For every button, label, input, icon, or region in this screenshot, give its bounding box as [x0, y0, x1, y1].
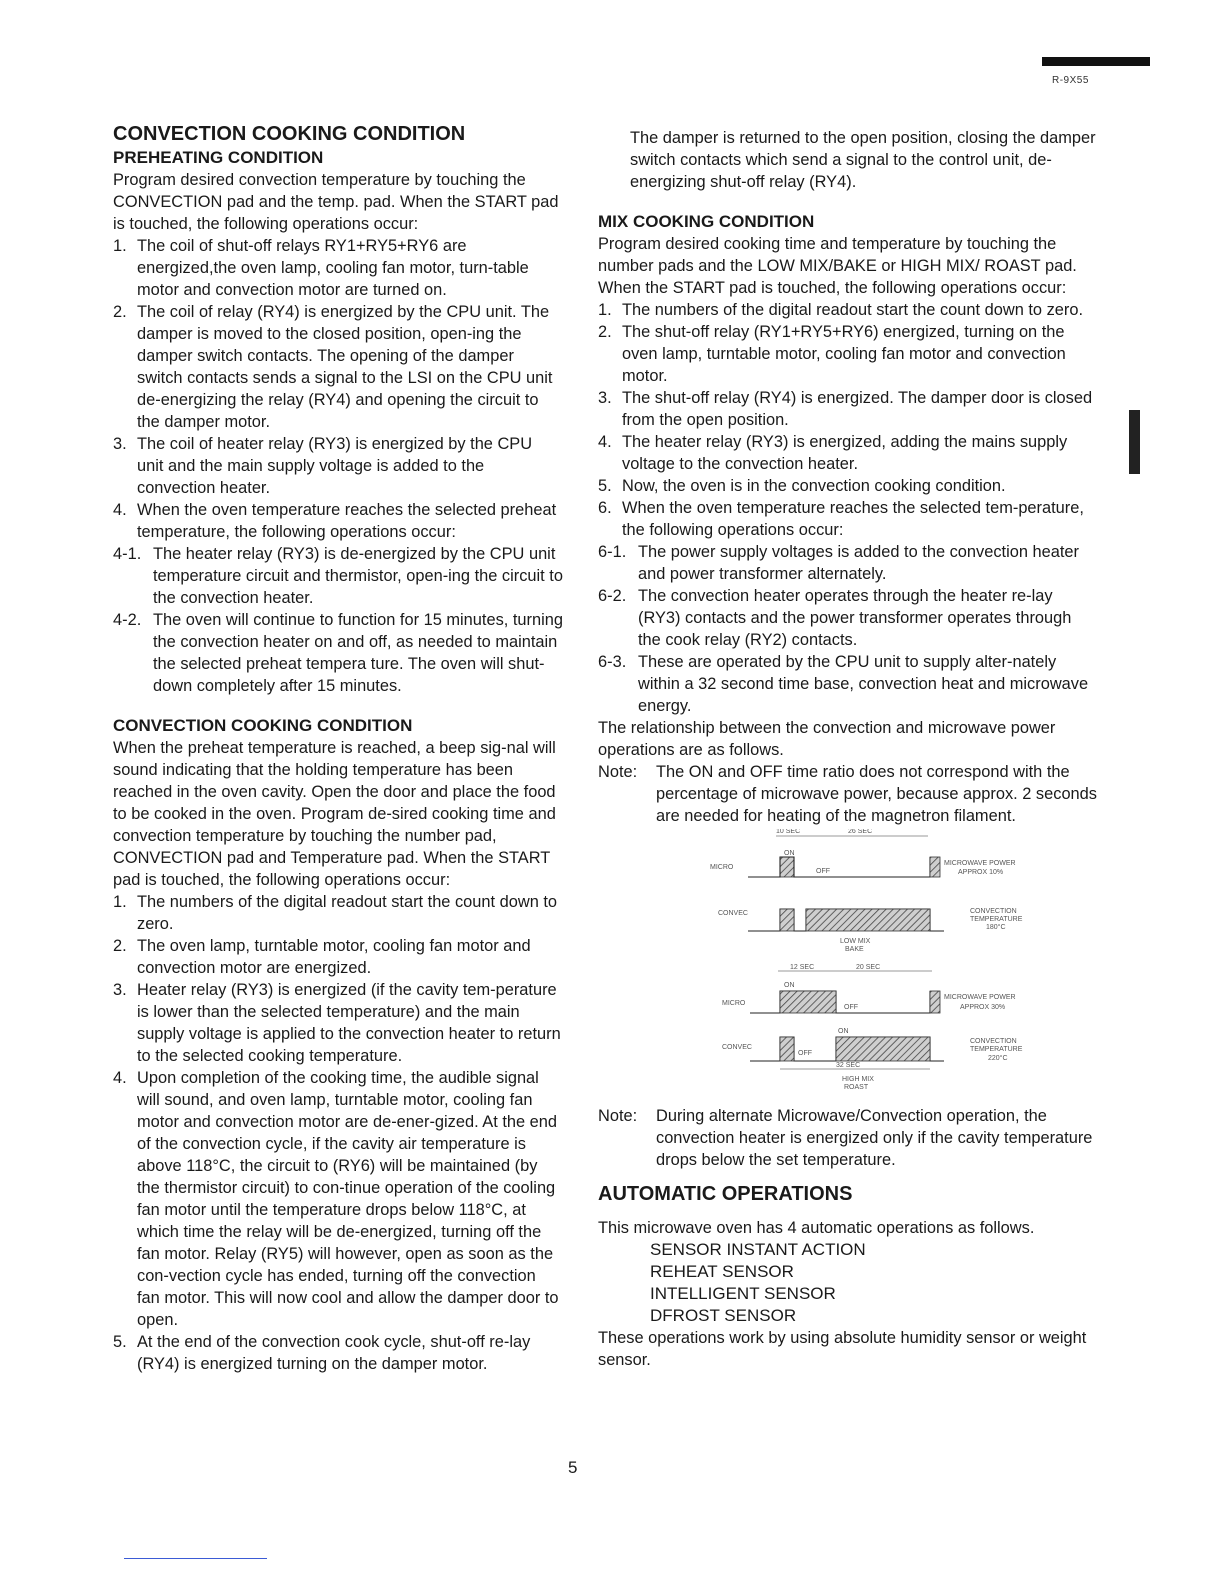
- section-title: CONVECTION COOKING CONDITION: [113, 123, 466, 145]
- diagram-low-mix: [710, 829, 1023, 953]
- list-item: 2. The shut-off relay (RY1+RY5+RY6) energized, turning on the oven lamp, turntable motor, cooling fan motor and convection motor.: [598, 323, 1066, 385]
- on-label: ON: [838, 1028, 849, 1035]
- auto-heading: AUTOMATIC OPERATIONS: [598, 1183, 853, 1205]
- micro-on-pulse: [780, 991, 836, 1013]
- list-item: 1. The coil of shut-off relays RY1+RY5+RY6 are energized,the oven lamp, cooling fan motor, turn-table motor and convection motor are turned on.: [113, 237, 529, 299]
- list-item: 6-1. The power supply voltages is added to the convection heater and power transformer alternately.: [598, 543, 1080, 583]
- conv-temp: 220°C: [988, 1055, 1008, 1062]
- micro-label: MICRO: [722, 1000, 746, 1007]
- time-label: 12 SEC: [790, 964, 815, 971]
- mix-intro: Program desired cooking time and temperature by touching the number pads and the LOW MIX/BAKE or HIGH MIX/ ROAST pad. When the START pad is touched, the following operations occur:: [598, 235, 1077, 297]
- timing-diagram: [598, 829, 1098, 1099]
- left-column: [113, 121, 563, 1375]
- micro-on-pulse: [780, 857, 794, 877]
- mix-heading: MIX COOKING CONDITION: [598, 212, 815, 231]
- note-2: Note: During alternate Microwave/Convection operation, the convection heater is energized only if the cavity temperature drops below the set temperature.: [598, 1107, 1093, 1169]
- convec-label: CONVEC: [718, 910, 748, 917]
- list-item: 4. When the oven temperature reaches the selected preheat temperature, the following operations occur:: [113, 501, 557, 541]
- mw-note: MICROWAVE POWER: [944, 860, 1016, 867]
- off-label: OFF: [798, 1050, 812, 1057]
- list-item: 3. The shut-off relay (RY4) is energized. The damper door is closed from the open position.: [598, 389, 1093, 429]
- preheat-heading: PREHEATING CONDITION: [113, 148, 324, 167]
- list-item: INTELLIGENT SENSOR: [650, 1284, 836, 1303]
- list-item: 5. Now, the oven is in the convection cooking condition.: [598, 477, 1006, 495]
- mix-list: [598, 299, 1098, 717]
- off-label: OFF: [816, 868, 830, 875]
- cooking-list: [113, 891, 563, 1375]
- list-item: 4. The heater relay (RY3) is energized, adding the mains supply voltage to the convection heater.: [598, 433, 1068, 473]
- conv-note: CONVECTION: [970, 908, 1017, 915]
- conv-temp: 180°C: [986, 924, 1006, 931]
- list-item: 3. The coil of heater relay (RY3) is energized by the CPU unit and the main supply voltage is added to the convection heater.: [113, 435, 533, 497]
- list-item: 6-3. These are operated by the CPU unit to supply alter-nately within a 32 second time base, convection heat and microwave energy.: [598, 653, 1089, 715]
- mw-pct: APPROX 30%: [960, 1004, 1006, 1011]
- convec-pulse: [836, 1037, 930, 1061]
- mw-note: MICROWAVE POWER: [944, 994, 1016, 1001]
- convec-pulse: [780, 909, 794, 931]
- mw-pct: APPROX 10%: [958, 869, 1004, 876]
- auto-intro: This microwave oven has 4 automatic operations as follows.: [598, 1219, 1035, 1237]
- preheat-list: [113, 235, 563, 543]
- right-column: [598, 127, 1098, 1371]
- base-label: 32 SEC: [836, 1062, 861, 1069]
- list-item: 4-2. The oven will continue to function for 15 minutes, turning the convection heater on and off, as needed to maintain the selected preheat tempera ture. The oven will shut-down completely after 15 minutes.: [113, 611, 563, 695]
- time-label: 10 SEC: [776, 829, 801, 835]
- preheat-intro: Program desired convection temperature by touching the CONVECTION pad and the temp. pad. When the START pad is touched, the following operations occur:: [113, 171, 559, 233]
- footer-line: [124, 1558, 267, 1559]
- micro-on-pulse: [930, 857, 940, 877]
- auto-list: [598, 1239, 1098, 1327]
- continuation-text: The damper is returned to the open position, closing the damper switch contacts which send a signal to the control unit, de-energizing shut-off relay (RY4).: [630, 129, 1096, 191]
- time-label: 26 SEC: [848, 829, 873, 835]
- micro-label: MICRO: [710, 864, 734, 871]
- auto-outro: These operations work by using absolute humidity sensor or weight sensor.: [598, 1329, 1087, 1369]
- list-item: 1. The numbers of the digital readout start the count down to zero.: [113, 893, 558, 933]
- on-label: ON: [784, 850, 795, 857]
- list-item: 2. The oven lamp, turntable motor, cooling fan motor and convection motor are energized.: [113, 937, 531, 977]
- preheat-sublist: [113, 543, 563, 697]
- list-item: 6-2. The convection heater operates through the heater re-lay (RY3) contacts and the power transformer operates through the cook relay (RY2) contacts.: [598, 587, 1072, 649]
- off-label: OFF: [844, 1004, 858, 1011]
- conv-temp-label: TEMPERATURE: [970, 1046, 1023, 1053]
- list-item: 5. At the end of the convection cook cycle, shut-off re-lay (RY4) is energized turning on the damper motor.: [113, 1333, 531, 1373]
- cooking-intro: When the preheat temperature is reached, a beep sig-nal will sound indicating that the holding temperature has been reached in the oven cavity. Open the door and place the food to be cooked in the oven. Program de-sired cooking time and convection temperature by touching the number pad, CONVECTION pad and Temperature pad. When the START pad is touched, the following operations occur:: [113, 739, 556, 889]
- list-item: 4. Upon completion of the cooking time, the audible signal will sound, and oven lamp, turntable motor, cooling fan motor and convection motor are de-ener-gized. At the end of the convection cycle, if the cavity air temperature is above 118°C, the circuit to (RY6) will be maintained (by the thermistor circuit) to con-tinue operation of the cooling fan motor until the temperature drops below 118°C, at which time the relay will be de-energized, turning off the fan motor. Relay (RY5) will however, open as soon as the con-vection cycle has ended, turning off the convection fan motor. This will now cool and allow the damper door to open.: [113, 1069, 559, 1329]
- list-item: 1. The numbers of the digital readout start the count down to zero.: [598, 301, 1084, 319]
- model-number: R-9X55: [1052, 75, 1089, 86]
- list-item: 2. The coil of relay (RY4) is energized by the CPU unit. The damper is moved to the closed position, open-ing the damper switch contacts. The opening of the damper switch contacts sends a signal to the LSI on the CPU unit de-energizing the relay (RY4) and opening the circuit to the damper motor.: [113, 303, 553, 431]
- page-number: 5: [568, 1458, 578, 1477]
- list-item: DFROST SENSOR: [650, 1306, 797, 1325]
- list-item: 4-1. The heater relay (RY3) is de-energized by the CPU unit temperature circuit and thermistor, open-ing the circuit to the convection heater.: [113, 545, 563, 607]
- list-item: 6. When the oven temperature reaches the selected tem-perature, the following operations occur:: [598, 499, 1084, 539]
- mode-label: HIGH MIX: [842, 1076, 874, 1083]
- margin-marker: [1129, 410, 1140, 474]
- list-item: SENSOR INSTANT ACTION: [650, 1240, 866, 1259]
- list-item: 3. Heater relay (RY3) is energized (if the cavity tem-perature is lower than the selected temperature) and the main supply voltage is applied to the convection heater to return to the selected cooking temperature.: [113, 981, 561, 1065]
- cooking-heading: CONVECTION COOKING CONDITION: [113, 716, 413, 735]
- convec-pulse: [806, 909, 930, 931]
- conv-note: CONVECTION: [970, 1038, 1017, 1045]
- time-label: 20 SEC: [856, 964, 881, 971]
- header-bar: [1042, 57, 1150, 66]
- micro-on-pulse: [930, 991, 940, 1013]
- on-label: ON: [784, 982, 795, 989]
- convec-label: CONVEC: [722, 1044, 752, 1051]
- convec-pulse: [780, 1037, 794, 1061]
- list-item: REHEAT SENSOR: [650, 1262, 794, 1281]
- diagram-high-mix: [722, 964, 1023, 1091]
- note-1: Note: The ON and OFF time ratio does not correspond with the percentage of microwave power, because approx. 2 seconds are needed for heating of the magnetron filament.: [598, 763, 1097, 825]
- mode-label: ROAST: [844, 1084, 869, 1091]
- relationship-text: The relationship between the convection and microwave power operations are as follows.: [598, 719, 1056, 759]
- mode-label: BAKE: [845, 946, 864, 953]
- mode-label: LOW MIX: [840, 938, 871, 945]
- conv-temp-label: TEMPERATURE: [970, 916, 1023, 923]
